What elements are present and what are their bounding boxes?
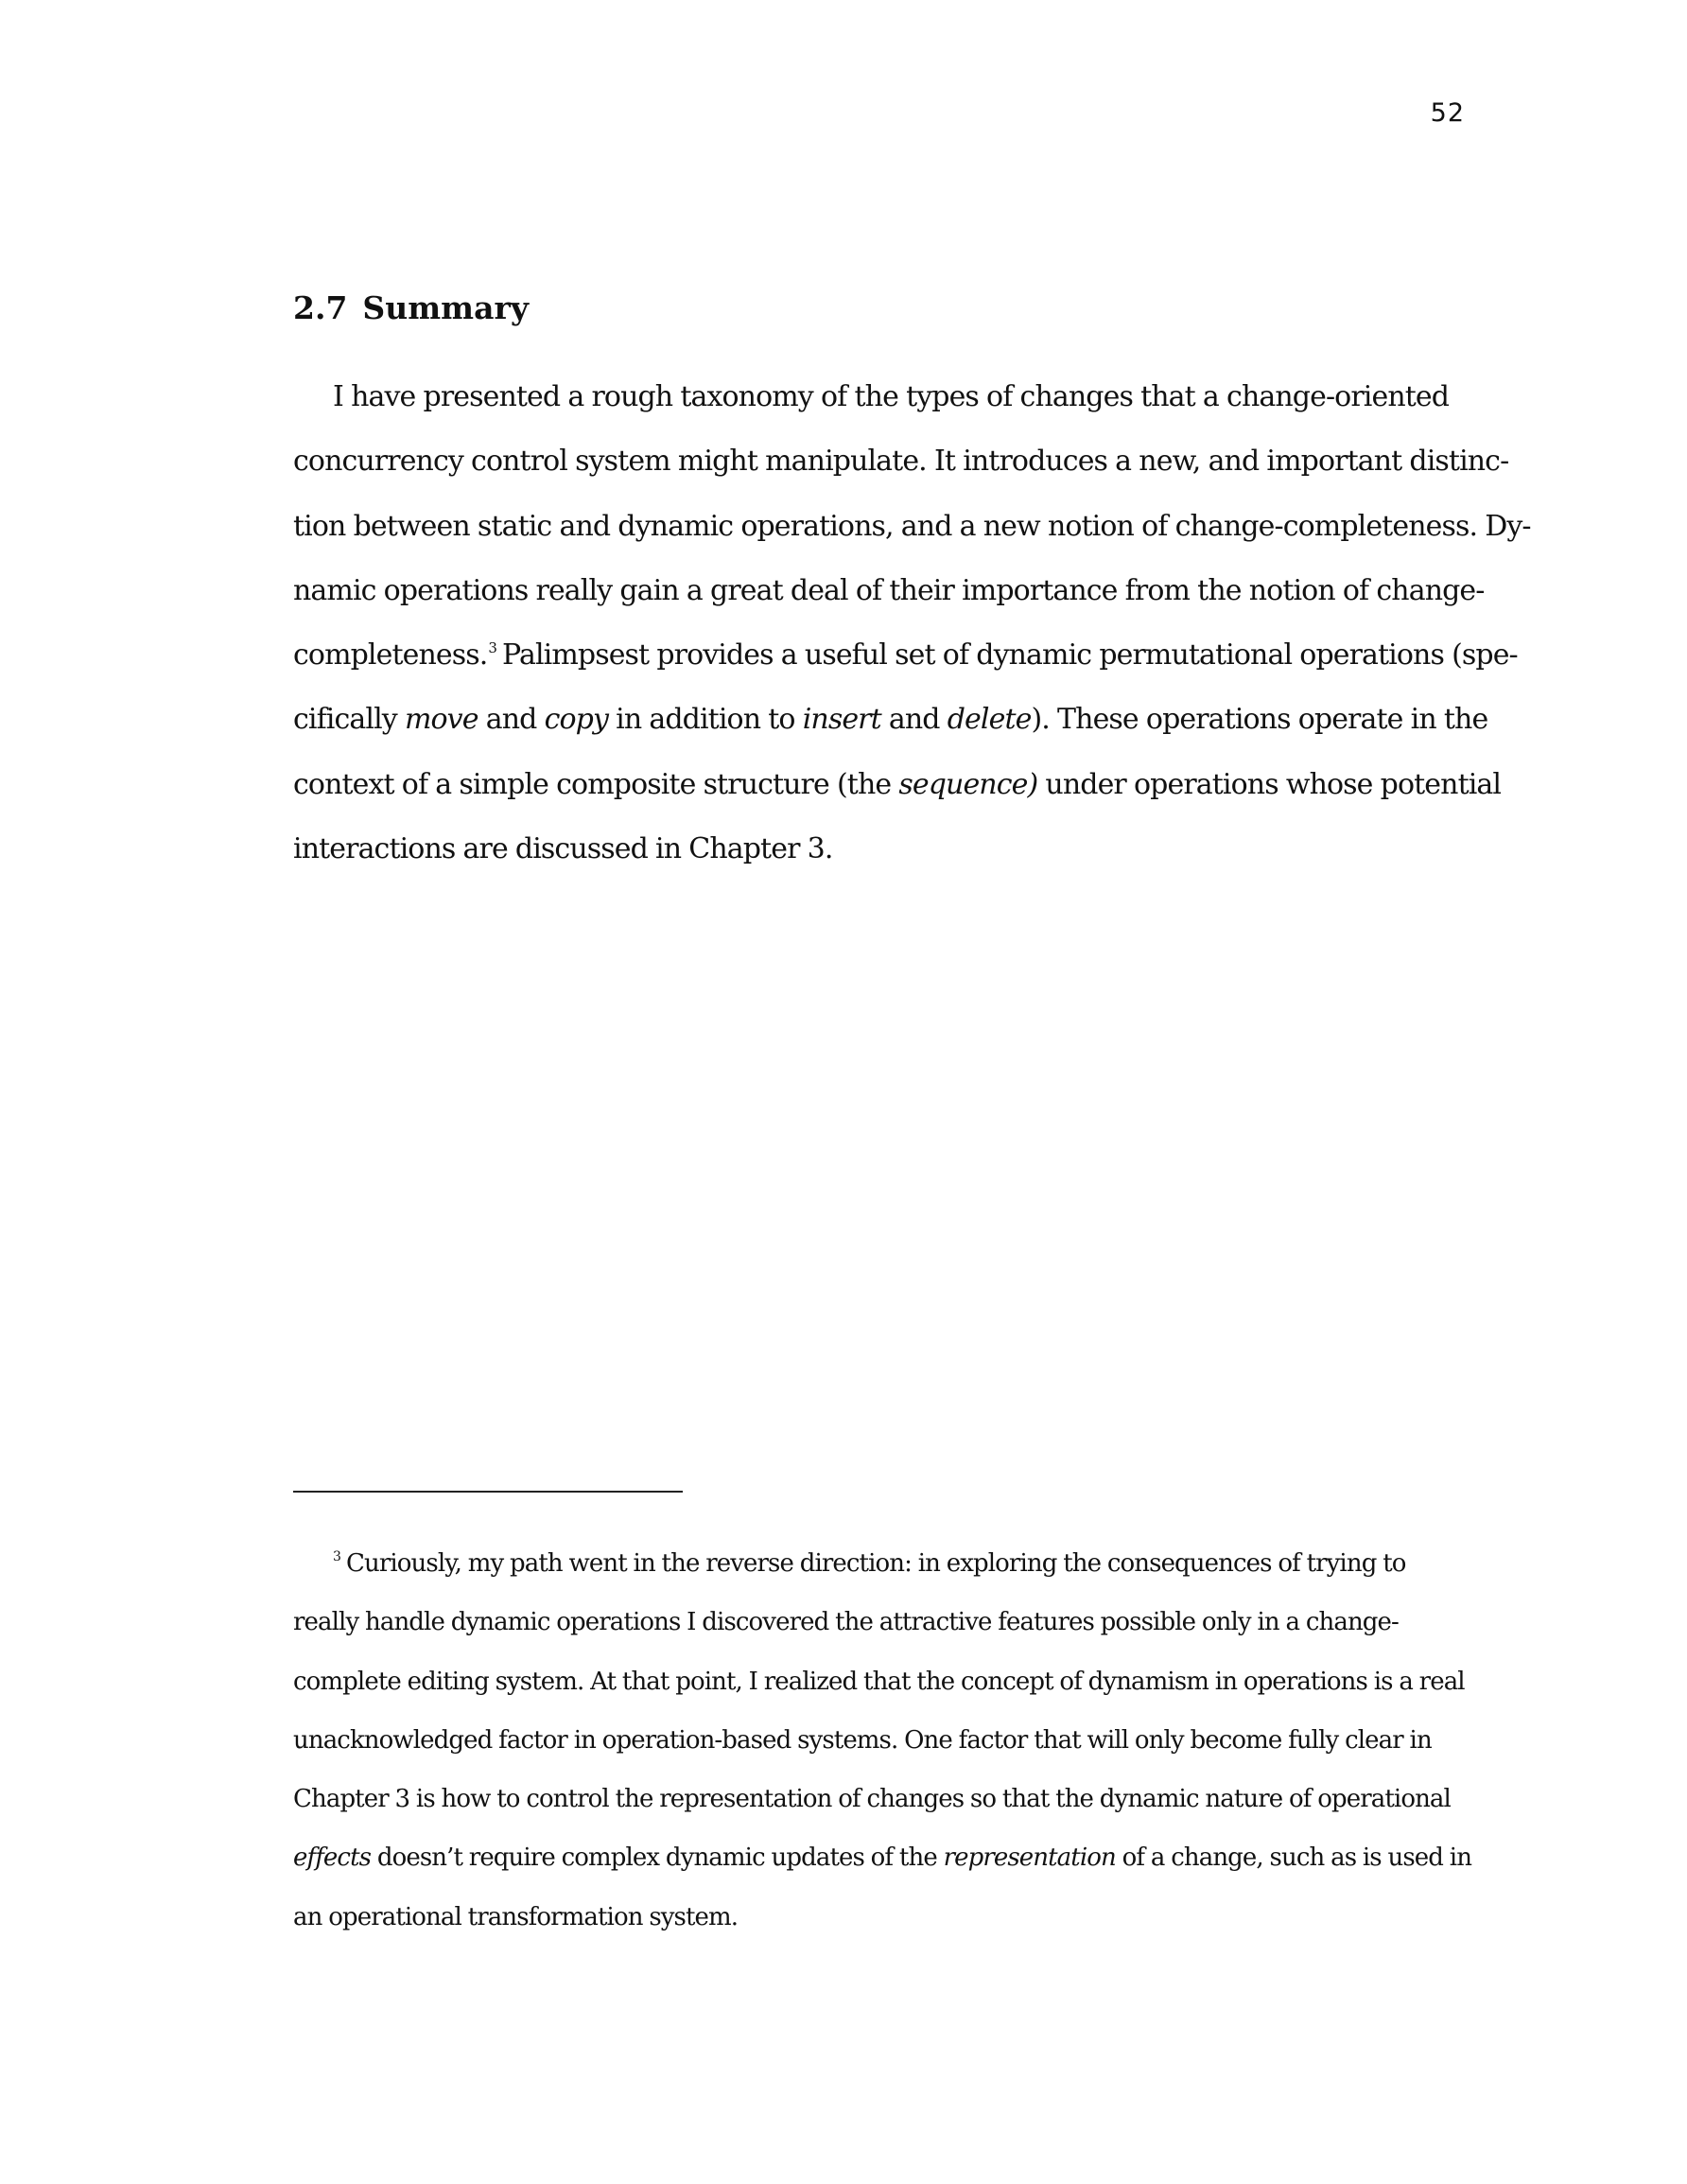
term-copy: copy	[544, 703, 608, 737]
term-insert: insert	[802, 703, 881, 737]
paragraph-line	[293, 688, 1488, 752]
paragraph-line	[293, 623, 1518, 688]
footnote-reference[interactable]: 3	[488, 639, 497, 657]
summary-paragraph	[293, 365, 1531, 882]
paragraph-text: cifically	[293, 703, 405, 737]
section-heading	[293, 289, 529, 326]
paragraph-text: Palimpsest provides a useful set of dynamic permutational operations (spe-	[502, 638, 1518, 673]
paragraph-text: and	[880, 703, 948, 737]
paragraph-line: tion between static and dynamic operations, and a new notion of change-completeness. Dy-	[293, 509, 1531, 543]
footnote-line: Chapter 3 is how to control the representation of changes so that the dynamic nature of operational	[293, 1785, 1451, 1814]
footnote-text: of a change, such as is used in	[1115, 1843, 1472, 1873]
footnote-line	[293, 1828, 1472, 1887]
footnote	[293, 1534, 1472, 1947]
footnote-line: an operational transformation system.	[293, 1902, 739, 1931]
paragraph-text: and	[478, 703, 545, 737]
paragraph-line: namic operations really gain a great deal of their importance from the notion of change-	[293, 573, 1485, 607]
paragraph-text: completeness.	[293, 638, 488, 673]
footnote-line: really handle dynamic operations I discovered the attractive features possible only in a change-	[293, 1608, 1399, 1637]
term-move: move	[404, 703, 478, 737]
footnote-text: doesn’t require complex dynamic updates of the	[371, 1843, 944, 1873]
paragraph-text: ). These operations operate in the	[1031, 703, 1488, 737]
paragraph-line: I have presented a rough taxonomy of the types of changes that a change-oriented	[333, 380, 1450, 413]
paragraph-line: interactions are discussed in Chapter 3.	[293, 832, 833, 866]
section-number: 2.7	[293, 289, 348, 326]
footnote-line: unacknowledged factor in operation-based systems. One factor that will only become fully clear in	[293, 1725, 1432, 1755]
paragraph-text: in addition to	[608, 703, 803, 737]
footnote-mark: 3	[333, 1549, 341, 1564]
paragraph-text: context of a simple composite structure (the	[293, 767, 899, 801]
page-number: 52	[1430, 98, 1465, 128]
footnote-line: complete editing system. At that point, I realized that the concept of dynamism in operations is a real	[293, 1667, 1465, 1696]
term-sequence: sequence)	[898, 767, 1038, 801]
term-effects: effects	[293, 1843, 372, 1873]
section-title: Summary	[362, 289, 530, 326]
paragraph-line	[293, 753, 1502, 817]
term-delete: delete	[947, 703, 1032, 737]
paragraph-text: under operations whose potential	[1037, 767, 1502, 801]
term-representation: representation	[943, 1843, 1116, 1873]
footnote-line	[293, 1534, 1456, 1593]
footnote-text: Curiously, my path went in the reverse direction: in exploring the consequences of trying to	[346, 1549, 1406, 1578]
footnote-divider	[293, 1491, 683, 1493]
paragraph-line: concurrency control system might manipulate. It introduces a new, and important distinc-	[293, 445, 1509, 479]
